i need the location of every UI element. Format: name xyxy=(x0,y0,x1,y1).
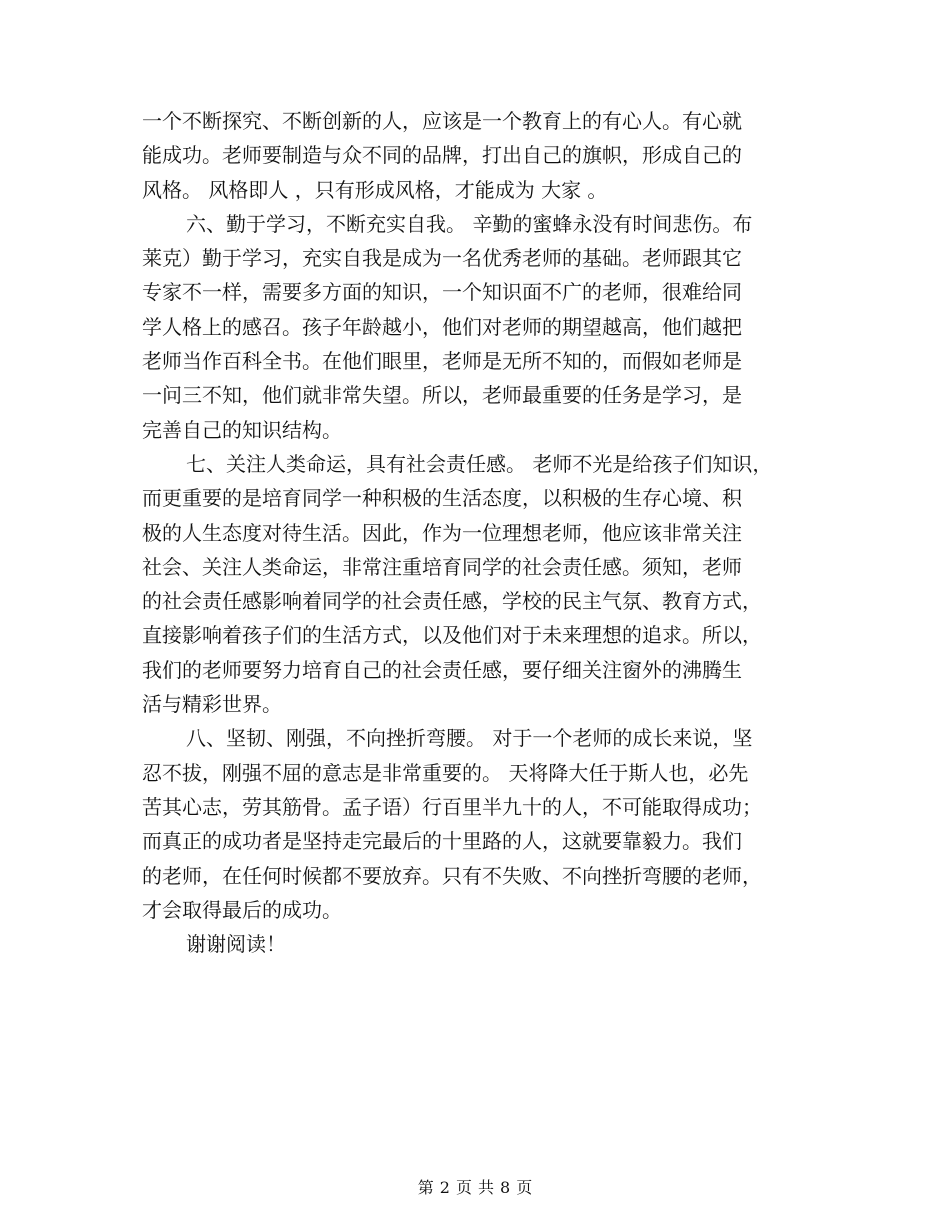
text-line: 极的人生态度对待生活。因此，作为一位理想老师，他应该非常关注 xyxy=(142,520,742,545)
text-line: 一问三不知，他们就非常失望。所以，老师最重要的任务是学习，是 xyxy=(142,383,742,408)
footer-page-label: 页 xyxy=(455,1178,472,1197)
text-line: 的老师，在任何时候都不要放弃。只有不失败、不向挫折弯腰的老师， xyxy=(142,863,762,888)
text-line: 我们的老师要努力培育自己的社会责任感，要仔细关注窗外的沸腾生 xyxy=(142,657,742,682)
text-line: 完善自己的知识结构。 xyxy=(142,417,342,442)
footer-prefix: 第 xyxy=(417,1178,434,1197)
closing-line: 谢谢阅读！ xyxy=(186,932,286,957)
text-line: 而真正的成功者是坚持走完最后的十里路的人，这就要靠毅力。我们 xyxy=(142,829,742,854)
text-line: 莱克）勤于学习，充实自我是成为一名优秀老师的基础。老师跟其它 xyxy=(142,246,742,271)
current-page-number: 2 xyxy=(439,1178,450,1197)
text-line: 忍不拔，刚强不屈的意志是非常重要的。 天将降大任于斯人也，必先 xyxy=(142,760,749,785)
total-pages-number: 8 xyxy=(500,1178,511,1197)
document-body xyxy=(142,104,832,961)
footer-total-label: 共 xyxy=(478,1178,495,1197)
text-line: 老师当作百科全书。在他们眼里，老师是无所不知的，而假如老师是 xyxy=(142,349,742,374)
text-line: 活与精彩世界。 xyxy=(142,692,282,717)
text-line: 才会取得最后的成功。 xyxy=(142,897,342,922)
text-line: 直接影响着孩子们的生活方式，以及他们对于未来理想的追求。所以， xyxy=(142,623,762,648)
section-heading-line: 六、勤于学习，不断充实自我。 辛勤的蜜蜂永没有时间悲伤。布 xyxy=(186,211,753,236)
text-line: 专家不一样，需要多方面的知识，一个知识面不广的老师，很难给同 xyxy=(142,280,742,305)
text-line: 学人格上的感召。孩子年龄越小，他们对老师的期望越高，他们越把 xyxy=(142,314,742,339)
footer-page-end-label: 页 xyxy=(516,1178,533,1197)
text-line: 能成功。老师要制造与众不同的品牌，打出自己的旗帜，形成自己的 xyxy=(142,143,742,168)
section-heading-line: 八、坚韧、刚强，不向挫折弯腰。 对于一个老师的成长来说，坚 xyxy=(186,726,753,751)
text-line: 一个不断探究、不断创新的人，应该是一个教育上的有心人。有心就 xyxy=(142,109,742,133)
text-line: 社会、关注人类命运，非常注重培育同学的社会责任感。须知，老师 xyxy=(142,554,742,579)
text-line: 的社会责任感影响着同学的社会责任感，学校的民主气氛、教育方式， xyxy=(142,589,762,614)
section-heading-line: 七、关注人类命运，具有社会责任感。 老师不光是给孩子们知识， xyxy=(186,451,773,476)
text-line: 而更重要的是培育同学一种积极的生活态度，以积极的生存心境、积 xyxy=(142,486,742,511)
text-line: 风格。 风格即人 ，只有形成风格，才能成为 大家 。 xyxy=(142,177,608,202)
text-line: 苦其心志，劳其筋骨。孟子语）行百里半九十的人，不可能取得成功； xyxy=(142,794,762,819)
page-footer xyxy=(0,1177,950,1199)
